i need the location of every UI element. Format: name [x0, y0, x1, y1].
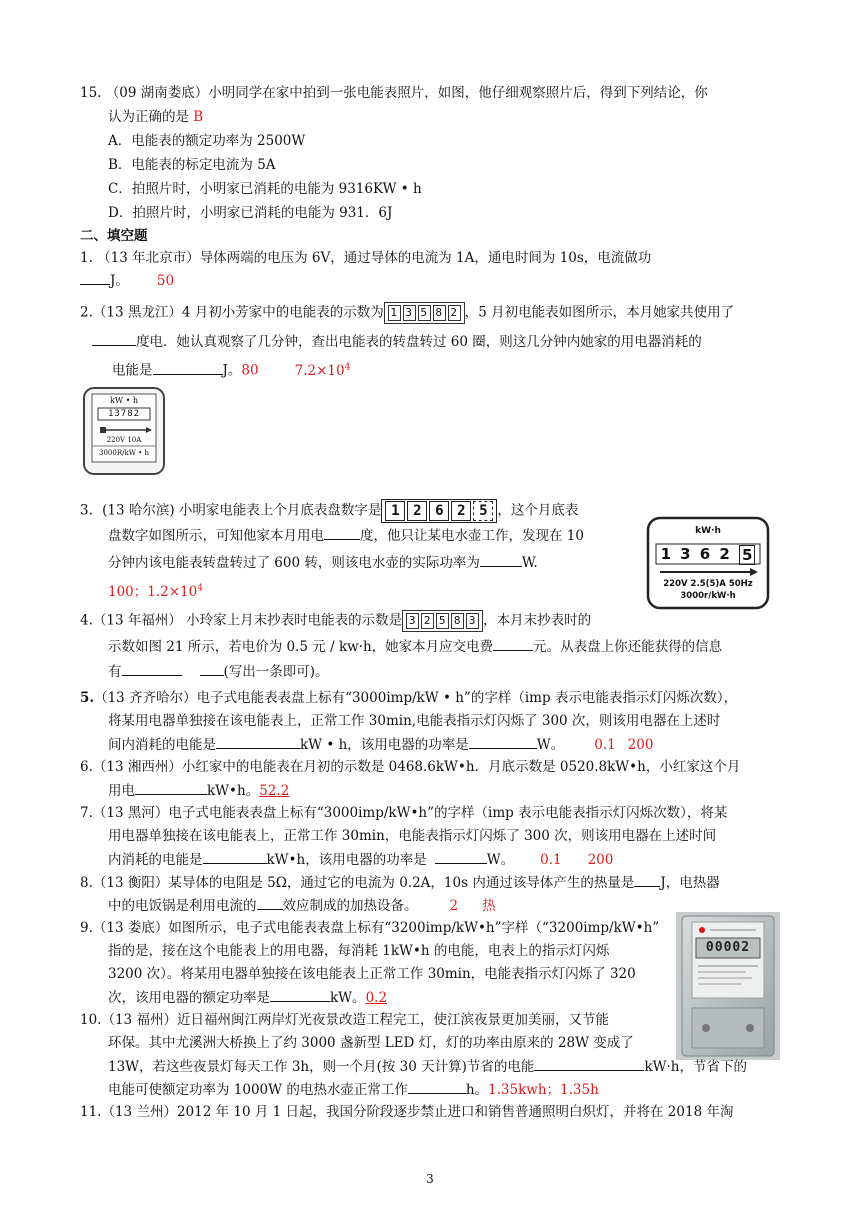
- q2-meter-rev: 3000R/kW • h: [99, 449, 149, 457]
- q7-line1: 7.（13 黑河）电子式电能表表盘上标有“3000imp/kW•h”的字样（imp 表示电能表指示灯闪烁次数），将某: [80, 805, 728, 821]
- q3-line2: 盘数字如图所示，可知他家本月用电 度，他只让某电水壶工作，发现在 10: [108, 525, 584, 546]
- q15-line1: 15. （09 湖南娄底）小明同学在家中拍到一张电能表照片，如图，他仔细观察照片后，得到下列结论，你: [80, 85, 708, 101]
- q3-line1: 3．(13 哈尔滨) 小明家电能表上个月底表盘数字是 1 2 6 2 5 ，这个月底表: [80, 499, 578, 523]
- q10-line3: 13W，若这些夜景灯每天工作 3h，则一个月(按 30 天计算)节省的电能 kW·h，节省下的: [108, 1056, 747, 1077]
- q9-line3: 3200 次）。将某用电器单独接在该电能表上正常工作 30min，电能表指示灯闪烁了 320: [108, 966, 636, 982]
- q8-line2: 中的电饭锅是利用电流的 效应制成的加热设备。 2 热: [108, 895, 496, 916]
- q2-meter-unit: kW • h: [109, 396, 139, 405]
- q7-line3: 内消耗的电能是 kW•h，该用电器的功率是 W。 0.1 200: [108, 849, 613, 870]
- q4-line2: 示数如图 21 所示，若电价为 0.5 元 / kw·h，她家本月应交电费 元。从表盘上你还能获得的信息: [108, 636, 722, 657]
- q2-line3: 电能是 J。80 $7.2\times 10^4$: [112, 357, 350, 381]
- q2-meter-spec: 220V 10A: [106, 436, 142, 444]
- q15-line2: 认为正确的是 B: [108, 109, 204, 125]
- q4-line3: 有 (写出一条即可)。: [108, 661, 329, 682]
- q6-line2: 用电 kW•h。52.2: [108, 780, 289, 801]
- q2-line1: 2.（13 黑龙江）4 月初小芳家中的电能表的示数为 1 3 5 8 2 ，5 月初电能表如图所示，本月她家共使用了: [80, 302, 734, 324]
- q15-answer: B: [193, 109, 204, 125]
- q1-line2: J。 50: [80, 270, 174, 291]
- q1-answer: 50: [156, 273, 175, 289]
- q2-meter-reading: 1 3 5 8 2: [384, 302, 465, 324]
- section-title: 二、填空题: [80, 228, 148, 244]
- q3-meter-spec: 220V 2.5(5)A 50Hz: [663, 579, 753, 589]
- q3-meter-digits: 1 3 6 2 5: [656, 545, 760, 565]
- q8-line1: 8.（13 衡阳）某导体的电阻是 5Ω，通过它的电流为 0.2A，10s 内通过该导体产生的热量是 J，电热器: [80, 872, 720, 893]
- q10-line2: 环保。其中尤溪洲大桥换上了约 3000 盏新型 LED 灯，灯的功率由原来的 28W 变成了: [108, 1035, 634, 1051]
- q4-line1: 4.（13 年福州） 小玲家上月末抄表时电能表的示数是 3 2 5 8 3 ，本月末抄表时的: [80, 610, 591, 632]
- q10-line1: 10.（13 福州）近日福州闽江两岸灯光夜景改造工程完工，使江滨夜景更加美丽，又节能: [80, 1012, 609, 1028]
- q15-option-d: D．拍照片时，小明家已消耗的电能为 931．6J: [108, 205, 393, 221]
- page-number: 3: [426, 1172, 434, 1186]
- q3-answer: 100；$1.2\times 10^4$: [108, 583, 203, 600]
- q3-meter-figure: [646, 516, 770, 610]
- q3-line3: 分钟内该电能表转盘转过了 600 转，则该电水壶的实际功率为 W.: [108, 552, 538, 573]
- q9-electronic-meter-photo: [676, 912, 780, 1060]
- q2-meter-digits: 13782: [107, 409, 141, 419]
- q5-line3: 间内消耗的电能是 kW • h，该用电器的功率是 W。 0.1 200: [108, 734, 653, 755]
- q15-option-a: A．电能表的额定功率为 2500W: [108, 133, 306, 149]
- q3-meter-rev: 3000r/kW·h: [680, 591, 736, 601]
- q9-meter-display: 00002: [705, 940, 751, 955]
- q7-line2: 用电器单独接在该电能表上，正常工作 30min，电能表指示灯闪烁了 300 次，则该用电器在上述时间: [108, 828, 717, 844]
- q9-line2: 指的是，接在这个电能表上的用电器，每消耗 1kW•h 的电能，电表上的指示灯闪烁: [108, 943, 610, 959]
- q9-line1: 9.（13 娄底）如图所示，电子式电能表表盘上标有“3200imp/kW•h”字样（“3200imp/kW•h”: [80, 920, 660, 936]
- q2-meter-figure: [80, 386, 168, 480]
- q15-option-b: B．电能表的标定电流为 5A: [108, 157, 276, 173]
- q4-meter-reading: 3 2 5 8 3: [402, 610, 483, 632]
- q2-line2: 度电．她认真观察了几分钟，查出电能表的转盘转过 60 圈，则这几分钟内她家的用电器消耗的: [112, 331, 702, 352]
- q5-line1: 5.（13 齐齐哈尔）电子式电能表表盘上标有“3000imp/kW • h”的字样（imp 表示电能表指示灯闪烁次数），: [80, 690, 738, 706]
- q6-line1: 6.（13 湘西州）小红家中的电能表在月初的示数是 0468.6kW•h．月底示数是 0520.8kW•h，小红家这个月: [80, 759, 741, 775]
- q10-line4: 电能可使额定功率为 1000W 的电热水壶正常工作 h。1.35kwh；1.35h: [108, 1079, 599, 1100]
- q1-line1: 1. （13 年北京市）导体两端的电压为 6V，通过导体的电流为 1A，通电时间为 10s，电流做功: [80, 250, 652, 266]
- q15-option-c: C．拍照片时，小明家已消耗的电能为 9316KW • h: [108, 181, 422, 197]
- q11-line1: 11.（13 兰州）2012 年 10 月 1 日起，我国分阶段逐步禁止进口和销售普通照明白炽灯，并将在 2018 年淘: [80, 1104, 734, 1120]
- q3-meter-unit: kW·h: [695, 526, 721, 536]
- q9-line4: 次，该用电器的额定功率是 kW。0.2: [108, 987, 387, 1008]
- q5-line2: 将某用电器单独接在该电能表上，正常工作 30min,电能表指示灯闪烁了 300 次，则该用电器在上述时: [108, 713, 721, 729]
- q3-meter-reading: 1 2 6 2 5: [381, 499, 497, 523]
